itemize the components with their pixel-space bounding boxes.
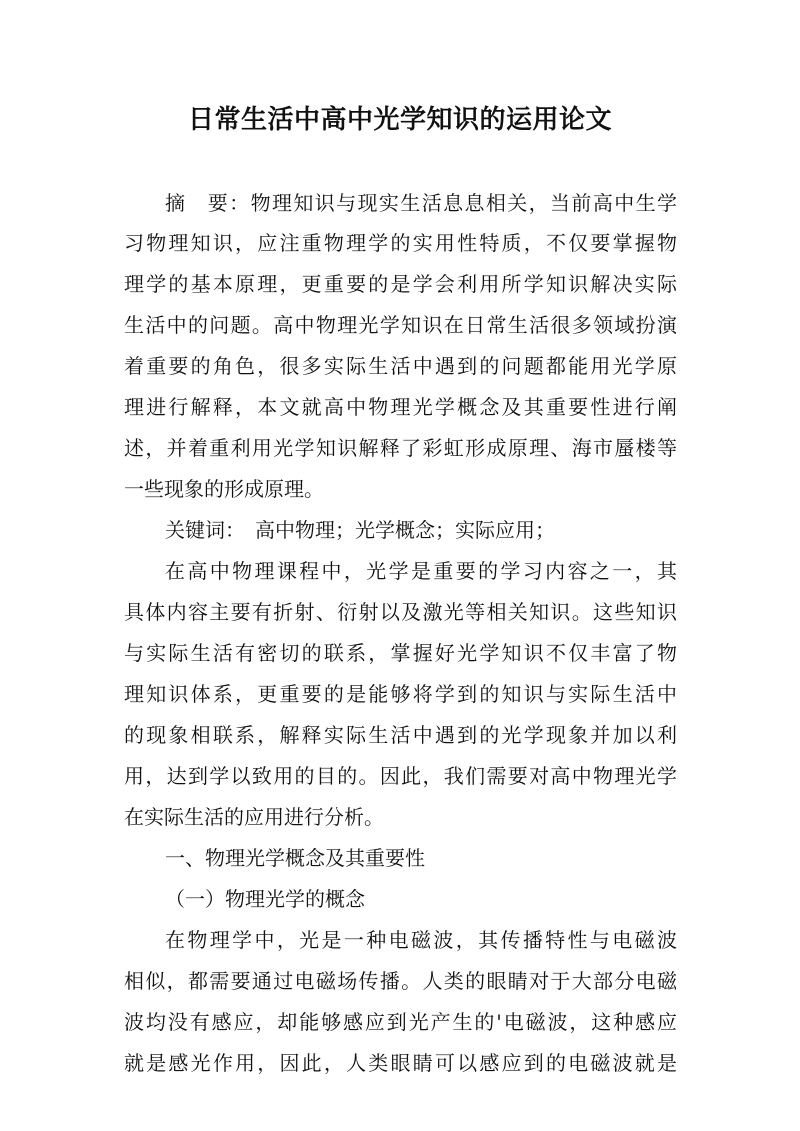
abstract-line: 理进行解释，本文就高中物理光学概念及其重要性进行阐 xyxy=(124,395,677,419)
abstract-line: 生活中的问题。高中物理光学知识在日常生活很多领域扮演 xyxy=(124,313,677,337)
intro-line: 在高中物理课程中，光学是重要的学习内容之一，其 xyxy=(165,559,677,583)
body-line: 相似，都需要通过电磁场传播。人类的眼睛对于大部分电磁 xyxy=(124,969,677,993)
abstract-line: 习物理知识，应注重物理学的实用性特质，不仅要掌握物 xyxy=(124,231,677,255)
intro-line: 理知识体系，更重要的是能够将学到的知识与实际生活中 xyxy=(124,682,677,706)
abstract-line: 述，并着重利用光学知识解释了彩虹形成原理、海市蜃楼等 xyxy=(124,436,677,460)
intro-line: 用，达到学以致用的目的。因此，我们需要对高中物理光学 xyxy=(124,764,677,788)
body-line: 就是感光作用，因此，人类眼睛可以感应到的电磁波就是 xyxy=(124,1051,677,1075)
keywords: 关键词： 高中物理；光学概念；实际应用； xyxy=(165,518,555,542)
section-heading: 一、物理光学概念及其重要性 xyxy=(165,846,425,870)
body-line: 波均没有感应，却能够感应到光产生的'电磁波，这种感应 xyxy=(124,1010,677,1034)
abstract-line: 一些现象的形成原理。 xyxy=(124,477,324,501)
abstract-line: 着重要的角色，很多实际生活中遇到的问题都能用光学原 xyxy=(124,354,677,378)
intro-line: 的现象相联系，解释实际生活中遇到的光学现象并加以利 xyxy=(124,723,677,747)
document-title: 日常生活中高中光学知识的运用论文 xyxy=(187,105,612,135)
body-line: 在物理学中，光是一种电磁波，其传播特性与电磁波 xyxy=(165,928,677,952)
abstract-line: 理学的基本原理，更重要的是学会利用所学知识解决实际 xyxy=(124,272,677,296)
subsection-heading: （一）物理光学的概念 xyxy=(165,887,365,911)
abstract-line: 摘 要：物理知识与现实生活息息相关，当前高中生学 xyxy=(165,191,677,215)
intro-line: 在实际生活的应用进行分析。 xyxy=(124,805,384,829)
intro-line: 具体内容主要有折射、衍射以及激光等相关知识。这些知识 xyxy=(124,600,677,624)
intro-line: 与实际生活有密切的联系，掌握好光学知识不仅丰富了物 xyxy=(124,641,677,665)
